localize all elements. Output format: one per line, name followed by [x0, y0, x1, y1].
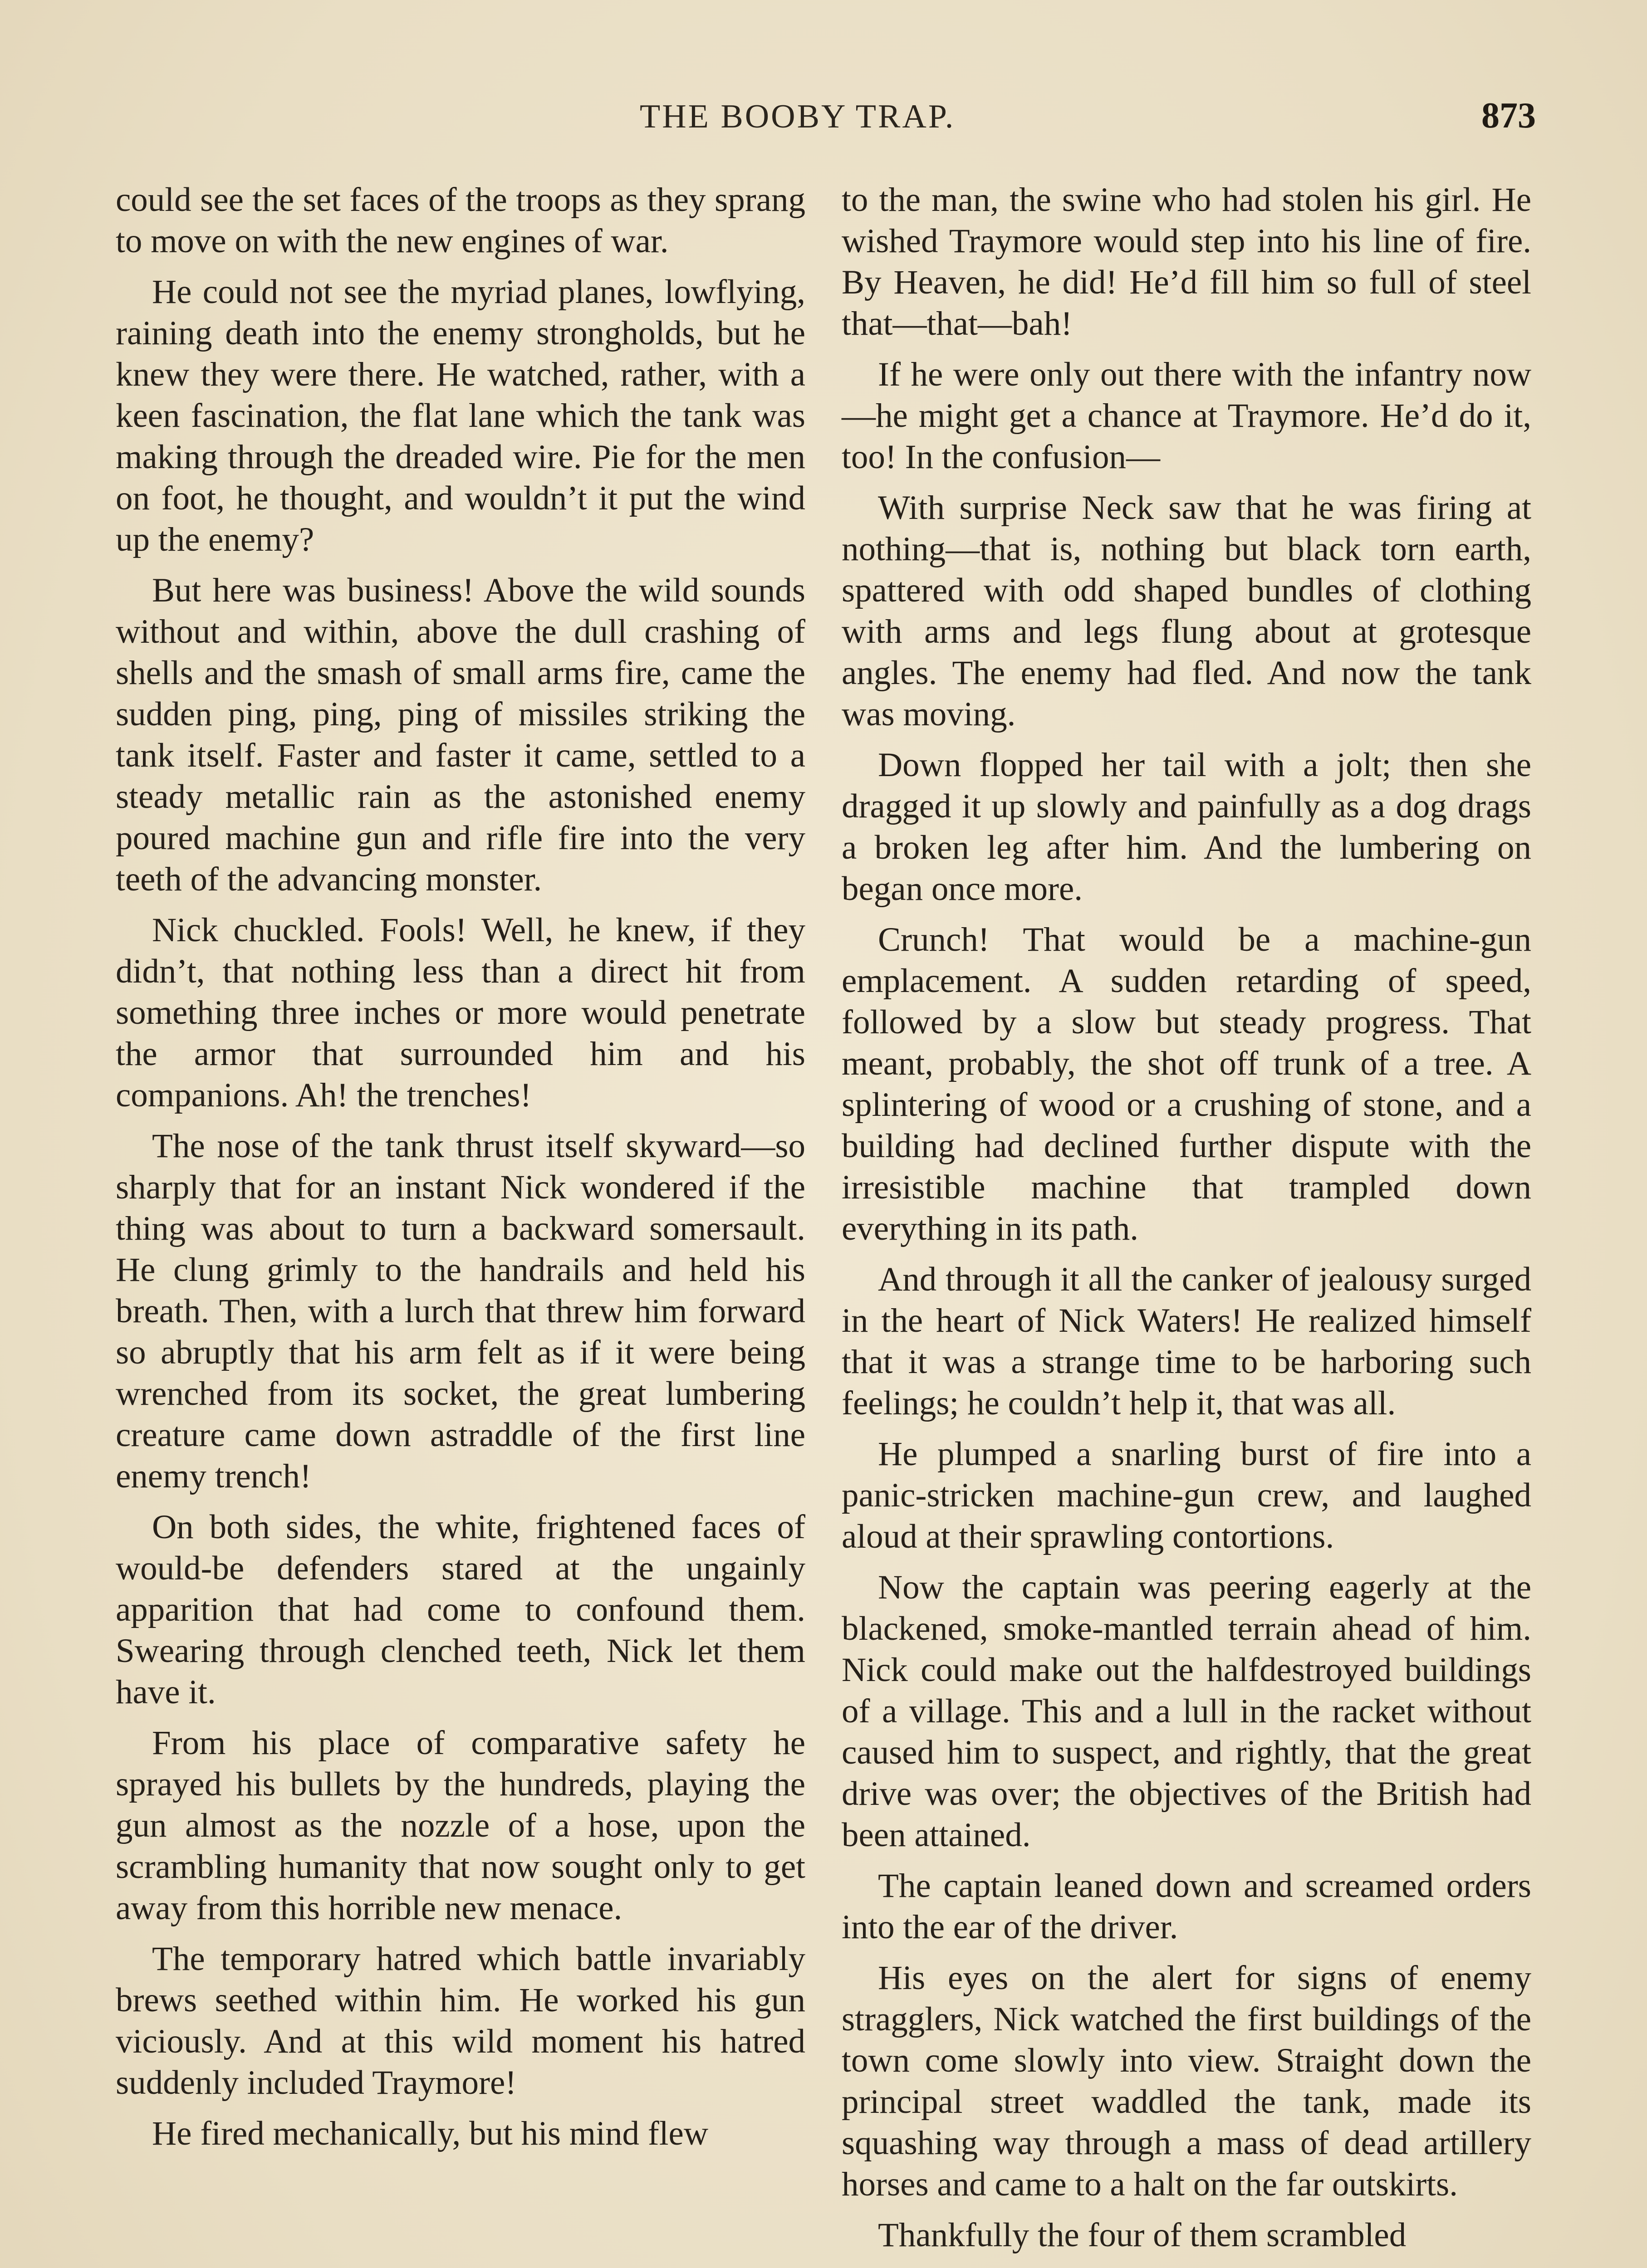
page-number: 873 — [1481, 96, 1536, 136]
paragraph: Now the captain was peering eagerly at the blackened, smoke-mantled terrain ahead of him. Nick could make out the halfdestroyed buildings of a village. This and a lull in the racket without caused him to suspect, and rightly, that the great drive was over; the objectives of the British had been attained. — [842, 1569, 1531, 1854]
paragraph: His eyes on the alert for signs of enemy stragglers, Nick watched the first buildings of the town come slowly into view. Straight down the principal street waddled the tank, made its squashing way through a mass of dead artillery horses and came to a halt on the far outskirts. — [842, 1959, 1531, 2203]
paragraph: Down flopped her tail with a jolt; then she dragged it up slowly and painfully as a dog drags a broken leg after him. And the lumbering on began once more. — [842, 746, 1531, 908]
running-head: THE BOOBY TRAP. — [640, 98, 956, 135]
paragraph: On both sides, the white, frightened faces of would-be defenders stared at the ungainly apparition that had come to confound them. Swearing through clenched teeth, Nick let them have it. — [116, 1508, 805, 1711]
paragraph: From his place of comparative safety he sprayed his bullets by the hundreds, playing the gun almost as the nozzle of a hose, upon the scrambling humanity that now sought only to get away from this horrible new menace. — [116, 1724, 805, 1927]
paragraph: could see the set faces of the troops as they sprang to move on with the new engines of war. — [116, 181, 805, 260]
paragraph: With surprise Neck saw that he was firing at nothing—that is, nothing but black torn earth, spattered with odd shaped bundles of clothing with arms and legs flung about at grotesque angles. The enemy had fled. And now the tank was moving. — [842, 489, 1531, 733]
paragraph: The temporary hatred which battle invariably brews seethed within him. He worked his gun viciously. And at this wild moment his hatred suddenly included Traymore! — [116, 1940, 805, 2102]
right-column — [842, 179, 1531, 2265]
paragraph: If he were only out there with the infantry now—he might get a chance at Traymore. He’d do it, too! In the confusion— — [842, 356, 1531, 476]
paragraph: He fired mechanically, but his mind flew — [152, 2115, 709, 2152]
paragraph: And through it all the canker of jealousy surged in the heart of Nick Waters! He realized himself that it was a strange time to be harboring such feelings; he couldn’t help it, that was all. — [842, 1261, 1531, 1422]
paragraph: But here was business! Above the wild sounds without and within, above the dull crashing of shells and the smash of small arms fire, came the sudden ping, ping, ping of missiles striking the tank itself. Faster and faster it came, settled to a steady metallic rain as the astonished enemy poured machine gun and rifle fire into the very teeth of the advancing monster. — [116, 572, 805, 898]
paragraph: The nose of the tank thrust itself skyward—so sharply that for an instant Nick wondered if the thing was about to turn a backward somersault. He clung grimly to the handrails and held his breath. Then, with a lurch that threw him forward so abruptly that his arm felt as if it were being wrenched from its socket, the great lumbering creature came down astraddle of the first line enemy trench! — [116, 1127, 805, 1495]
paragraph: Thankfully the four of them scrambled — [878, 2216, 1407, 2254]
paragraph: He plumped a snarling burst of fire into a panic-stricken machine-gun crew, and laughed aloud at their sprawling contortions. — [842, 1435, 1531, 1555]
paragraph: to the man, the swine who had stolen his girl. He wished Traymore would step into his line of fire. By Heaven, he did! He’d fill him so full of steel that—that—bah! — [842, 181, 1531, 342]
paragraph: He could not see the myriad planes, lowflying, raining death into the enemy strongholds, but he knew they were there. He watched, rather, with a keen fascination, the flat lane which the tank was making through the dreaded wire. Pie for the men on foot, he thought, and wouldn’t it put the wind up the enemy? — [116, 273, 805, 558]
paragraph: Nick chuckled. Fools! Well, he knew, if they didn’t, that nothing less than a direct hit from something three inches or more would penetrate the armor that surrounded him and his companions. Ah! the trenches! — [116, 911, 805, 1114]
paragraph: Crunch! That would be a machine-gun emplacement. A sudden retarding of speed, followed by a slow but steady progress. That meant, probably, the shot off trunk of a tree. A splintering of wood or a crushing of stone, and a building had declined further dispute with the irresistible machine that trampled down everything in its path. — [842, 921, 1531, 1247]
paragraph: The captain leaned down and screamed orders into the ear of the driver. — [842, 1867, 1531, 1946]
left-column — [116, 179, 805, 2164]
